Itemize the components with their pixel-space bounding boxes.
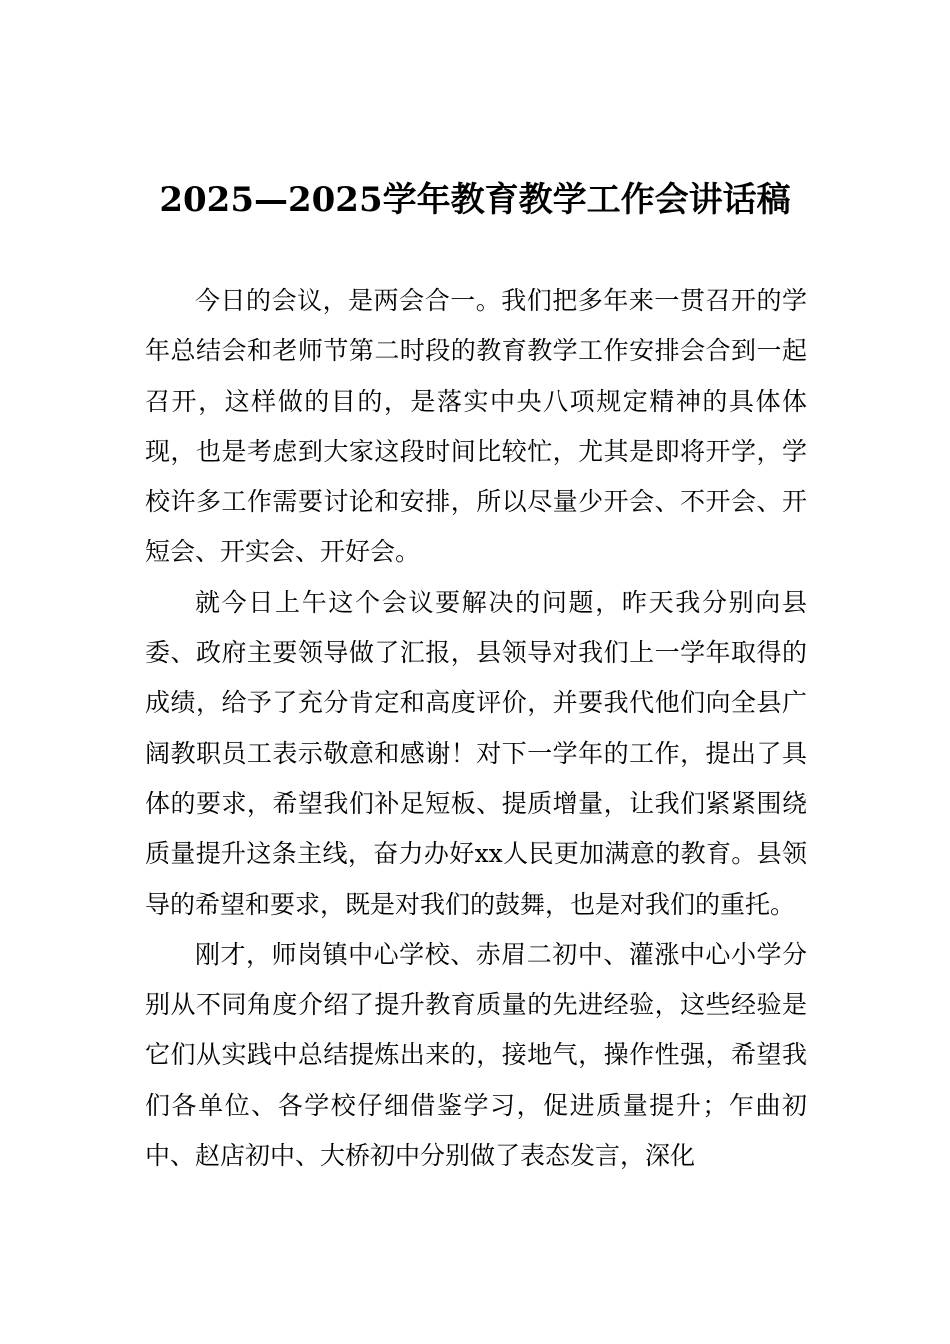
paragraph-1: 今日的会议，是两会合一。我们把多年来一贯召开的学年总结会和老师节第二时段的教育教学工作安排会合到一起召开，这样做的目的，是落实中央八项规定精神的具体体现，也是考虑到大家这段时间比较忙，尤其是即将开学，学校许多工作需要讨论和安排，所以尽量少开会、不开会、开短会、开实会、开好会。 (145, 286, 807, 567)
document-title: 2025—2025学年教育教学工作会讲话稿 (159, 180, 791, 220)
document-body (145, 276, 807, 1181)
paragraph-3: 刚才，师岗镇中心学校、赤眉二初中、灌涨中心小学分别从不同角度介绍了提升教育质量的先进经验，这些经验是它们从实践中总结提炼出来的，接地气，操作性强，希望我们各单位、各学校仔细借鉴学习，促进质量提升；乍曲初中、赵店初中、大桥初中分别做了表态发言，深化 (145, 939, 807, 1171)
paragraph-2: 就今日上午这个会议要解决的问题，昨天我分别向县委、政府主要领导做了汇报，县领导对我们上一学年取得的成绩，给予了充分肯定和高度评价，并要我代他们向全县广阔教职员工表示敬意和感谢！对下一学年的工作，提出了具体的要求，希望我们补足短板、提质增量，让我们紧紧围绕质量提升这条主线，奋力办好xx人民更加满意的教育。县领导的希望和要求，既是对我们的鼓舞，也是对我们的重托。 (145, 587, 807, 919)
